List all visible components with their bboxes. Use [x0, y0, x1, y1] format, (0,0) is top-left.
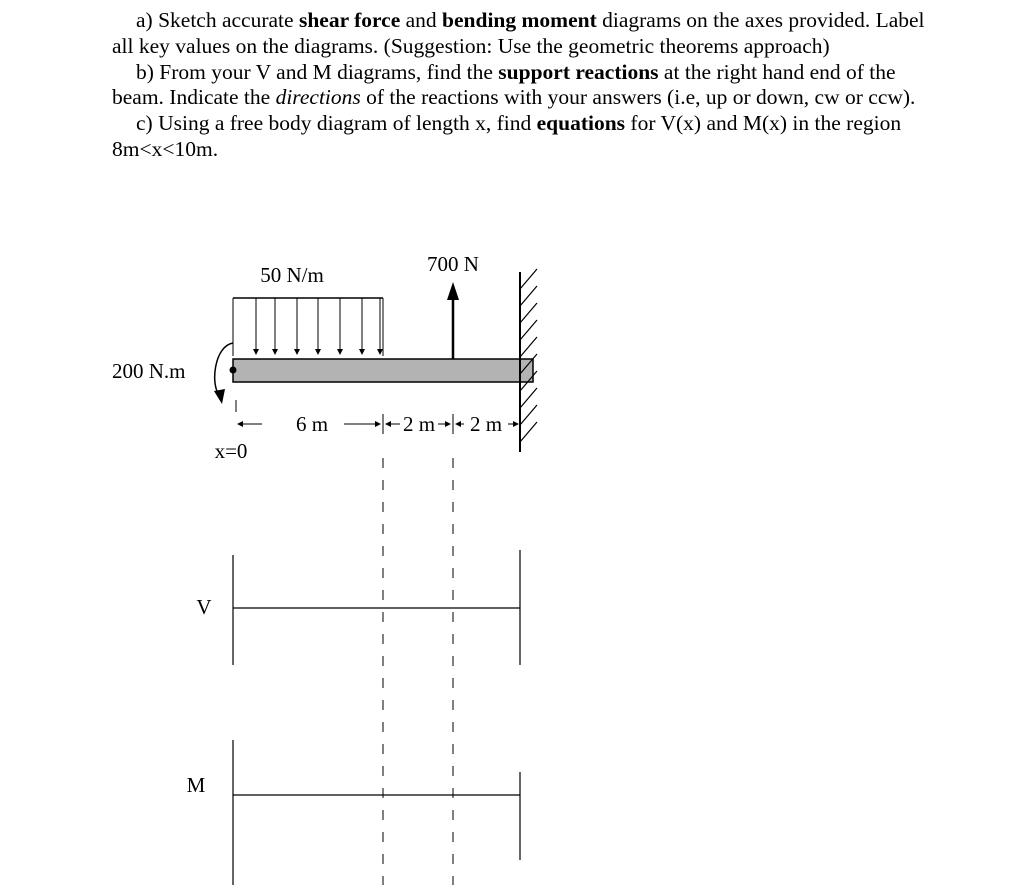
beam-left-end — [230, 367, 237, 374]
v-axis-label: V — [196, 595, 212, 619]
point-load-label: 700 N — [427, 252, 479, 276]
moment-arrowhead — [214, 389, 225, 404]
moment-label: 200 N.m — [112, 359, 186, 383]
distributed-load — [233, 298, 383, 356]
dimension-2m-label-2: 2 m — [469, 412, 503, 436]
question-c: c) Using a free body diagram of length x, find equations for V(x) and M(x) in the region 8m<x<10m. — [112, 111, 902, 161]
question-a: a) Sketch accurate shear force and bending moment diagrams on the axes provided. Label all key values on the diagrams. (Suggestion: Use the geometric theorems approach) — [112, 8, 925, 58]
question-b: b) From your V and M diagrams, find the support reactions at the right hand end of the beam. Indicate the directions of the reactions with your answers (i.e, up or down, cw or ccw). — [112, 59, 916, 110]
point-load-arrow — [447, 282, 459, 370]
m-axis-label: M — [186, 773, 206, 797]
dimension-6m-label: 6 m — [295, 412, 329, 436]
bending-moment-axes — [233, 740, 520, 885]
distributed-load-label: 50 N/m — [260, 263, 324, 287]
dimension-2m-label-1: 2 m — [402, 412, 436, 436]
beam — [233, 359, 533, 382]
origin-label: x=0 — [214, 439, 248, 463]
shear-force-axes — [233, 550, 520, 665]
